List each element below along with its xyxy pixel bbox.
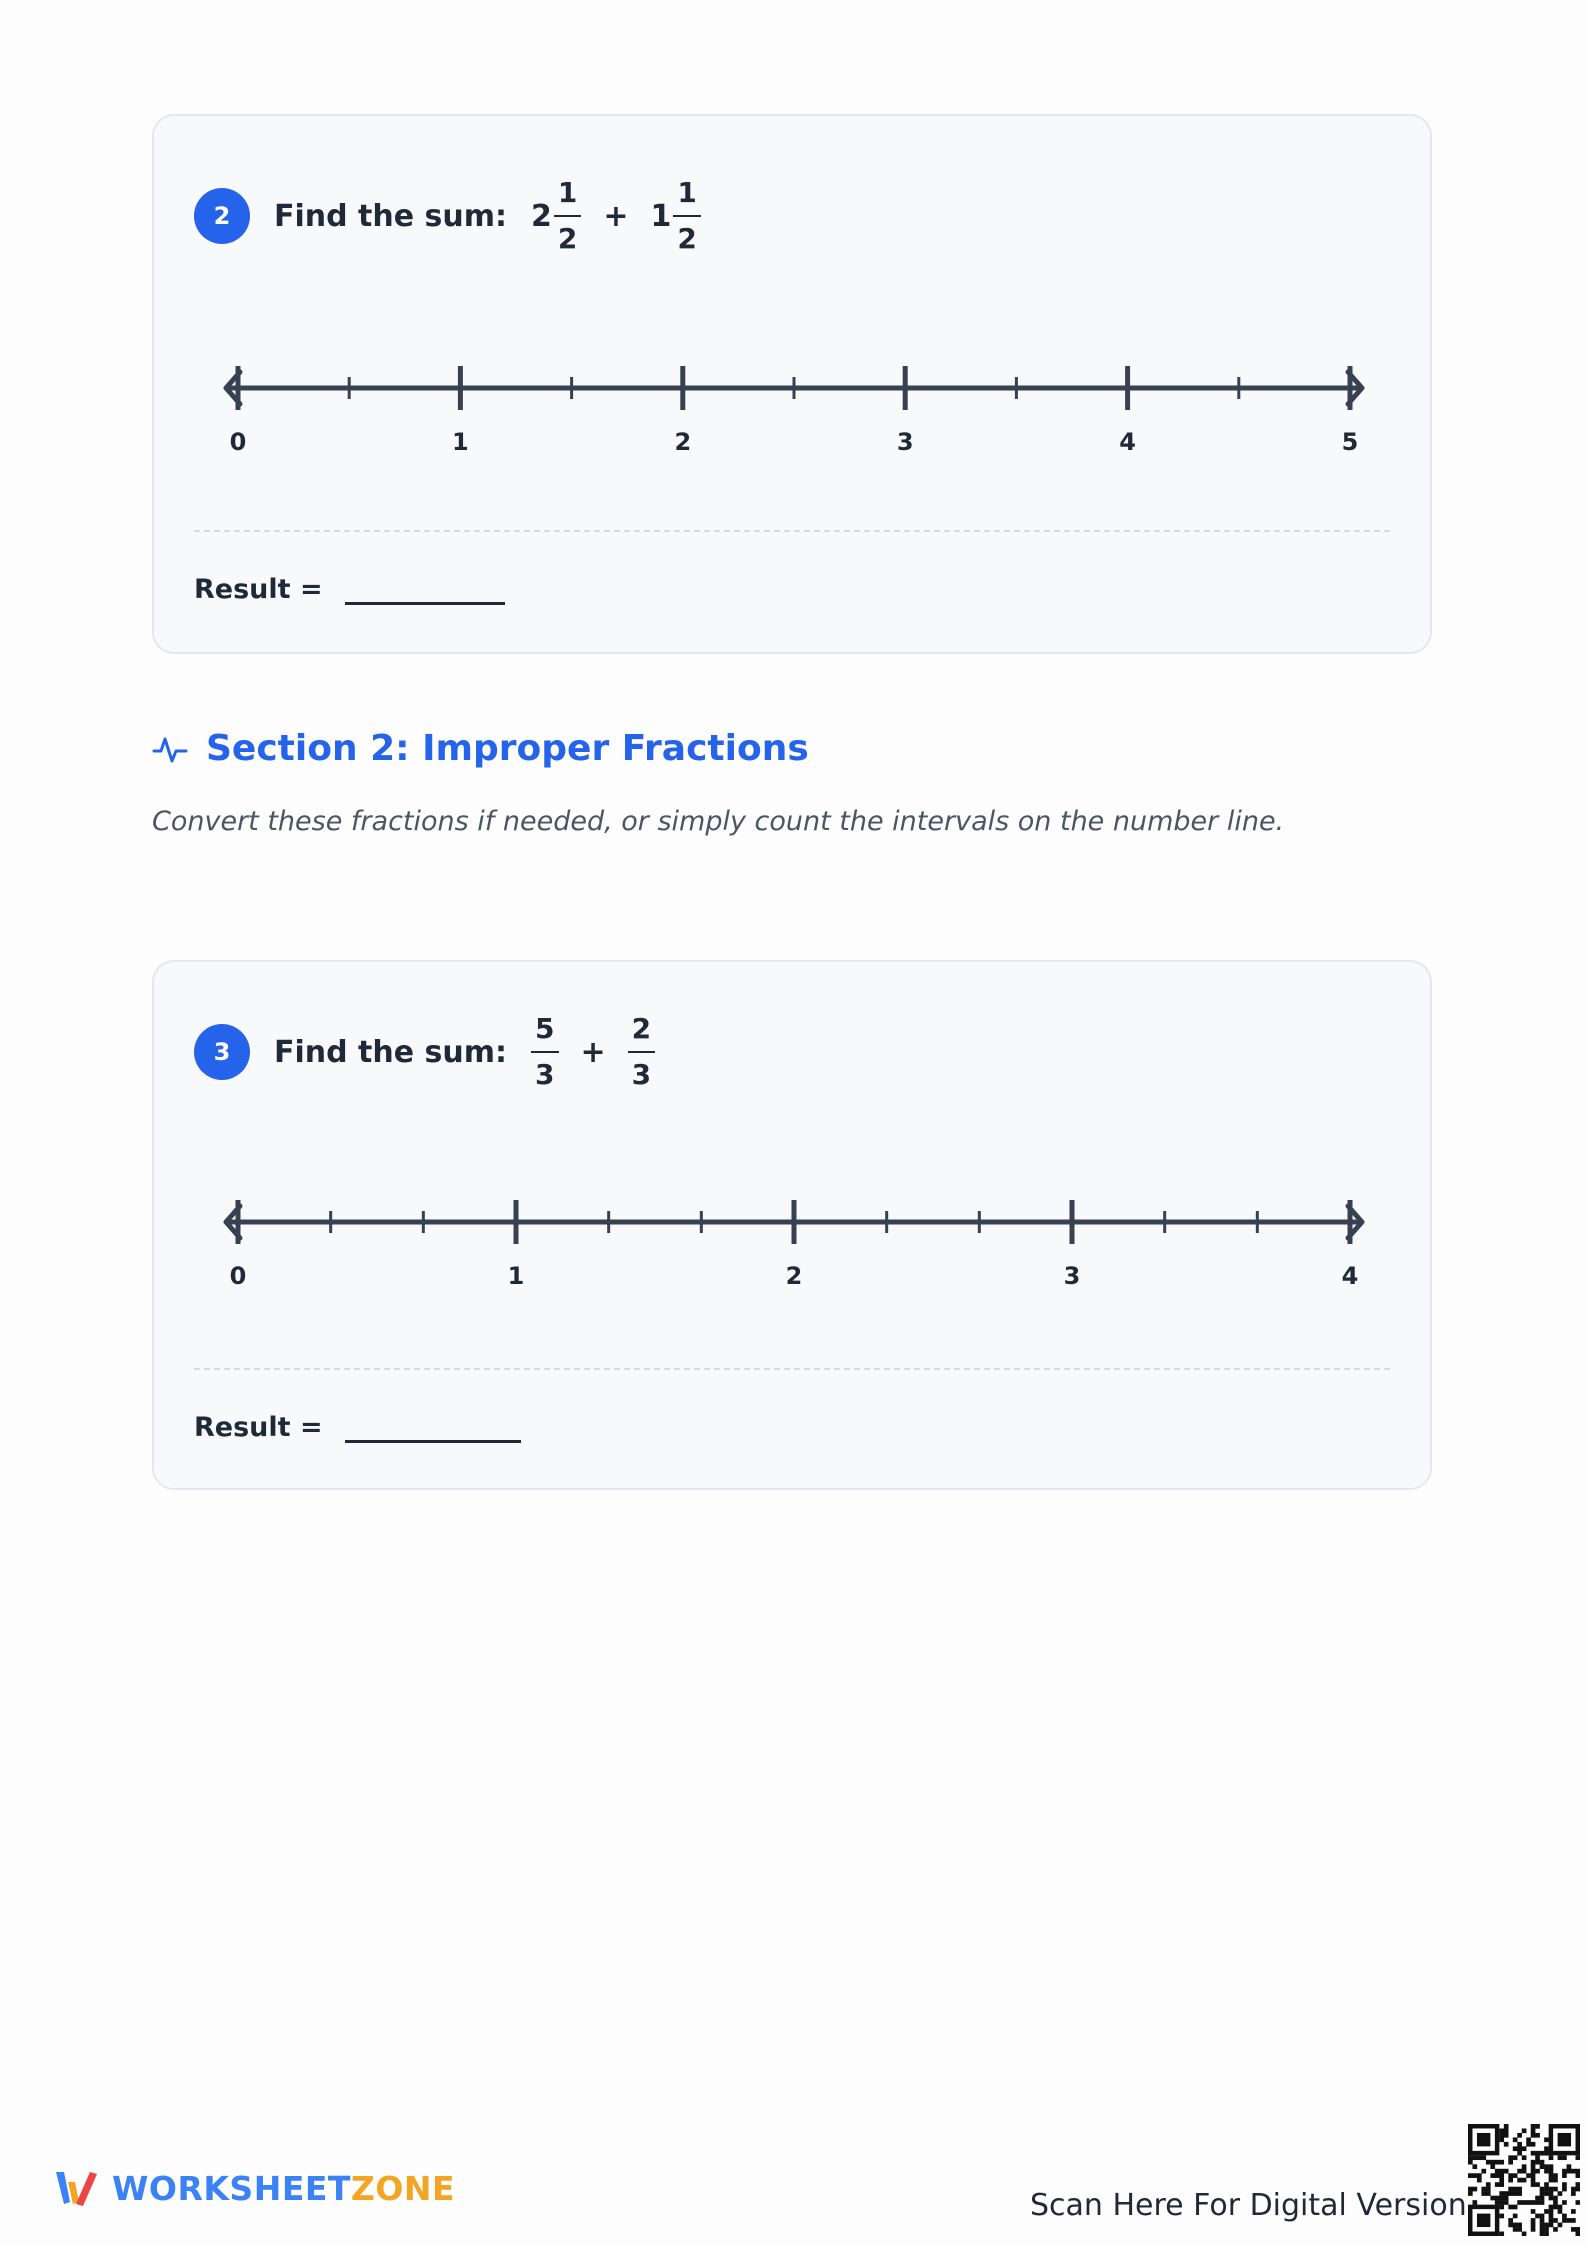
numerator: 5 bbox=[531, 1015, 558, 1053]
plus-operator: + bbox=[603, 198, 629, 234]
answer-blank[interactable] bbox=[345, 1410, 521, 1443]
fraction-expression bbox=[531, 1012, 655, 1091]
tick-label: 4 bbox=[1119, 428, 1136, 454]
logo-w-icon bbox=[54, 2168, 98, 2208]
mixed-whole: 2 bbox=[531, 198, 552, 234]
activity-icon bbox=[152, 731, 188, 767]
tick-label: 1 bbox=[452, 428, 469, 454]
brand-name bbox=[112, 2169, 455, 2208]
number-line bbox=[214, 354, 1374, 454]
result-label: Result = bbox=[194, 1412, 323, 1443]
fraction-expression bbox=[531, 176, 701, 255]
question-number-badge: 2 bbox=[194, 188, 250, 244]
question-number-badge: 3 bbox=[194, 1024, 250, 1080]
section-heading bbox=[152, 728, 809, 769]
numerator: 1 bbox=[673, 179, 700, 217]
result-row bbox=[194, 572, 505, 605]
tick-label: 0 bbox=[229, 428, 247, 454]
fraction-1 bbox=[531, 1012, 558, 1091]
fraction-2 bbox=[673, 176, 700, 255]
denominator: 3 bbox=[631, 1058, 652, 1091]
fraction-2 bbox=[628, 1012, 655, 1091]
answer-blank[interactable] bbox=[345, 572, 505, 605]
mixed-whole: 1 bbox=[650, 198, 672, 234]
dashed-divider bbox=[194, 530, 1390, 532]
numerator: 2 bbox=[628, 1015, 655, 1053]
brand-part-2: ZONE bbox=[350, 2168, 456, 2208]
scan-text: Scan Here For Digital Version bbox=[1030, 2188, 1467, 2223]
tick-label: 2 bbox=[674, 428, 692, 454]
question-card-3 bbox=[152, 960, 1432, 1490]
section-title: Section 2: Improper Fractions bbox=[206, 728, 809, 769]
brand-part-1: WORKSHEET bbox=[112, 2168, 351, 2208]
question-prompt: Find the sum: bbox=[274, 1034, 508, 1070]
denominator: 3 bbox=[535, 1058, 555, 1091]
question-header bbox=[194, 156, 701, 276]
tick-label: 2 bbox=[785, 1262, 803, 1288]
tick-label: 5 bbox=[1341, 428, 1359, 454]
tick-label: 4 bbox=[1341, 1262, 1359, 1288]
tick-label: 1 bbox=[507, 1262, 525, 1288]
numerator: 1 bbox=[554, 179, 581, 217]
fraction-1 bbox=[554, 176, 581, 255]
question-header bbox=[194, 992, 655, 1112]
dashed-divider bbox=[194, 1368, 1390, 1370]
section-description: Convert these fractions if needed, or simply count the intervals on the number line. bbox=[152, 806, 1285, 837]
tick-label: 0 bbox=[229, 1262, 247, 1288]
denominator: 2 bbox=[557, 222, 578, 255]
result-row bbox=[194, 1410, 521, 1443]
number-line bbox=[214, 1188, 1374, 1288]
result-label: Result = bbox=[194, 574, 323, 605]
qr-code-icon[interactable] bbox=[1468, 2124, 1580, 2236]
denominator: 2 bbox=[677, 222, 697, 255]
plus-operator: + bbox=[580, 1034, 606, 1070]
tick-label: 3 bbox=[896, 428, 914, 454]
question-card-2 bbox=[152, 114, 1432, 654]
question-prompt: Find the sum: bbox=[274, 198, 508, 234]
worksheetzone-logo bbox=[54, 2168, 455, 2208]
tick-label: 3 bbox=[1063, 1262, 1081, 1288]
